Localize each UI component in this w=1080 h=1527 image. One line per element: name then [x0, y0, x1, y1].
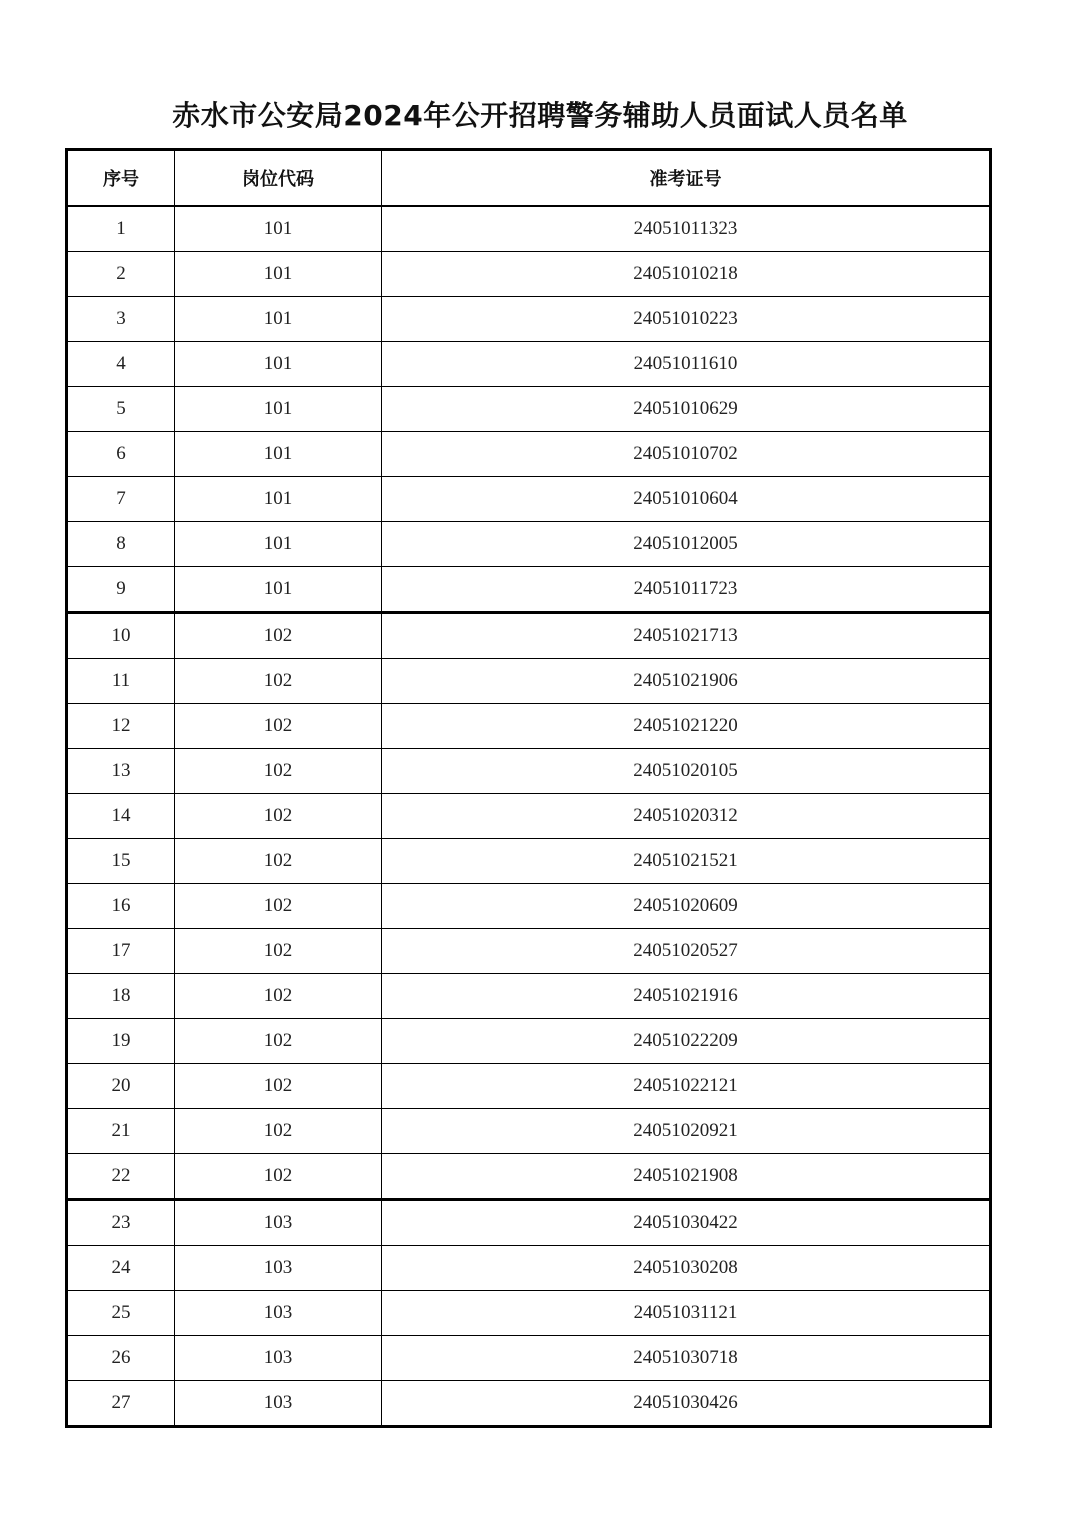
- table-row: [67, 1246, 991, 1291]
- table-row: [67, 929, 991, 974]
- table-row: [67, 1381, 991, 1427]
- cell-post-code: 101: [175, 342, 382, 387]
- cell-exam-no: 24051021220: [382, 704, 991, 749]
- cell-seq: 23: [67, 1200, 175, 1246]
- cell-seq: 17: [67, 929, 175, 974]
- cell-exam-no: 24051030422: [382, 1200, 991, 1246]
- interview-roster-table: [65, 148, 992, 1428]
- table-row: [67, 522, 991, 567]
- table-row: [67, 477, 991, 522]
- cell-exam-no: 24051020921: [382, 1109, 991, 1154]
- cell-post-code: 103: [175, 1246, 382, 1291]
- cell-seq: 20: [67, 1064, 175, 1109]
- cell-seq: 22: [67, 1154, 175, 1200]
- cell-post-code: 102: [175, 1064, 382, 1109]
- cell-post-code: 101: [175, 432, 382, 477]
- cell-seq: 12: [67, 704, 175, 749]
- cell-exam-no: 24051022121: [382, 1064, 991, 1109]
- cell-seq: 25: [67, 1291, 175, 1336]
- table-row: [67, 974, 991, 1019]
- cell-post-code: 102: [175, 659, 382, 704]
- cell-exam-no: 24051011723: [382, 567, 991, 613]
- cell-post-code: 102: [175, 929, 382, 974]
- cell-seq: 2: [67, 252, 175, 297]
- table-row: [67, 884, 991, 929]
- cell-post-code: 103: [175, 1291, 382, 1336]
- cell-post-code: 101: [175, 567, 382, 613]
- cell-seq: 13: [67, 749, 175, 794]
- table-row: [67, 659, 991, 704]
- table-row: [67, 794, 991, 839]
- table-header-row: [67, 150, 991, 207]
- cell-seq: 8: [67, 522, 175, 567]
- table-row: [67, 1019, 991, 1064]
- header-post-code: 岗位代码: [175, 150, 382, 207]
- cell-seq: 1: [67, 206, 175, 252]
- cell-exam-no: 24051021713: [382, 613, 991, 659]
- cell-post-code: 102: [175, 749, 382, 794]
- cell-exam-no: 24051021916: [382, 974, 991, 1019]
- table-row: [67, 432, 991, 477]
- table-row: [67, 252, 991, 297]
- cell-seq: 26: [67, 1336, 175, 1381]
- cell-post-code: 102: [175, 613, 382, 659]
- cell-exam-no: 24051031121: [382, 1291, 991, 1336]
- cell-post-code: 101: [175, 522, 382, 567]
- cell-post-code: 102: [175, 839, 382, 884]
- cell-seq: 4: [67, 342, 175, 387]
- cell-seq: 21: [67, 1109, 175, 1154]
- table-row: [67, 206, 991, 252]
- cell-exam-no: 24051020312: [382, 794, 991, 839]
- cell-seq: 6: [67, 432, 175, 477]
- cell-exam-no: 24051020105: [382, 749, 991, 794]
- table-row: [67, 342, 991, 387]
- cell-seq: 5: [67, 387, 175, 432]
- cell-exam-no: 24051010604: [382, 477, 991, 522]
- cell-exam-no: 24051021908: [382, 1154, 991, 1200]
- cell-seq: 18: [67, 974, 175, 1019]
- cell-post-code: 103: [175, 1381, 382, 1427]
- cell-seq: 15: [67, 839, 175, 884]
- cell-seq: 9: [67, 567, 175, 613]
- cell-seq: 27: [67, 1381, 175, 1427]
- table-row: [67, 1064, 991, 1109]
- cell-exam-no: 24051012005: [382, 522, 991, 567]
- table-row: [67, 1291, 991, 1336]
- cell-seq: 7: [67, 477, 175, 522]
- table-row: [67, 1336, 991, 1381]
- cell-post-code: 101: [175, 206, 382, 252]
- cell-exam-no: 24051010702: [382, 432, 991, 477]
- cell-seq: 16: [67, 884, 175, 929]
- cell-exam-no: 24051030426: [382, 1381, 991, 1427]
- cell-post-code: 102: [175, 974, 382, 1019]
- cell-seq: 19: [67, 1019, 175, 1064]
- document-title: 赤水市公安局2024年公开招聘警务辅助人员面试人员名单: [172, 99, 908, 132]
- cell-post-code: 102: [175, 1019, 382, 1064]
- table-row: [67, 749, 991, 794]
- cell-post-code: 102: [175, 884, 382, 929]
- cell-post-code: 102: [175, 1109, 382, 1154]
- cell-exam-no: 24051030208: [382, 1246, 991, 1291]
- cell-exam-no: 24051011323: [382, 206, 991, 252]
- cell-exam-no: 24051020609: [382, 884, 991, 929]
- header-seq: 序号: [67, 150, 175, 207]
- cell-seq: 3: [67, 297, 175, 342]
- table-row: [67, 1200, 991, 1246]
- cell-post-code: 102: [175, 1154, 382, 1200]
- cell-seq: 24: [67, 1246, 175, 1291]
- cell-exam-no: 24051021906: [382, 659, 991, 704]
- table-row: [67, 704, 991, 749]
- table-row: [67, 567, 991, 613]
- cell-exam-no: 24051020527: [382, 929, 991, 974]
- cell-seq: 11: [67, 659, 175, 704]
- cell-post-code: 103: [175, 1336, 382, 1381]
- cell-exam-no: 24051010223: [382, 297, 991, 342]
- table-row: [67, 839, 991, 884]
- cell-post-code: 102: [175, 794, 382, 839]
- cell-post-code: 101: [175, 252, 382, 297]
- table-row: [67, 297, 991, 342]
- cell-exam-no: 24051011610: [382, 342, 991, 387]
- cell-post-code: 101: [175, 477, 382, 522]
- table-body: [67, 206, 991, 1427]
- cell-exam-no: 24051022209: [382, 1019, 991, 1064]
- table-row: [67, 1154, 991, 1200]
- cell-seq: 10: [67, 613, 175, 659]
- cell-exam-no: 24051010629: [382, 387, 991, 432]
- cell-exam-no: 24051021521: [382, 839, 991, 884]
- cell-post-code: 102: [175, 704, 382, 749]
- header-exam-no: 准考证号: [382, 150, 991, 207]
- table-row: [67, 387, 991, 432]
- cell-seq: 14: [67, 794, 175, 839]
- cell-exam-no: 24051030718: [382, 1336, 991, 1381]
- cell-post-code: 103: [175, 1200, 382, 1246]
- table-row: [67, 1109, 991, 1154]
- table-row: [67, 613, 991, 659]
- cell-post-code: 101: [175, 387, 382, 432]
- cell-exam-no: 24051010218: [382, 252, 991, 297]
- cell-post-code: 101: [175, 297, 382, 342]
